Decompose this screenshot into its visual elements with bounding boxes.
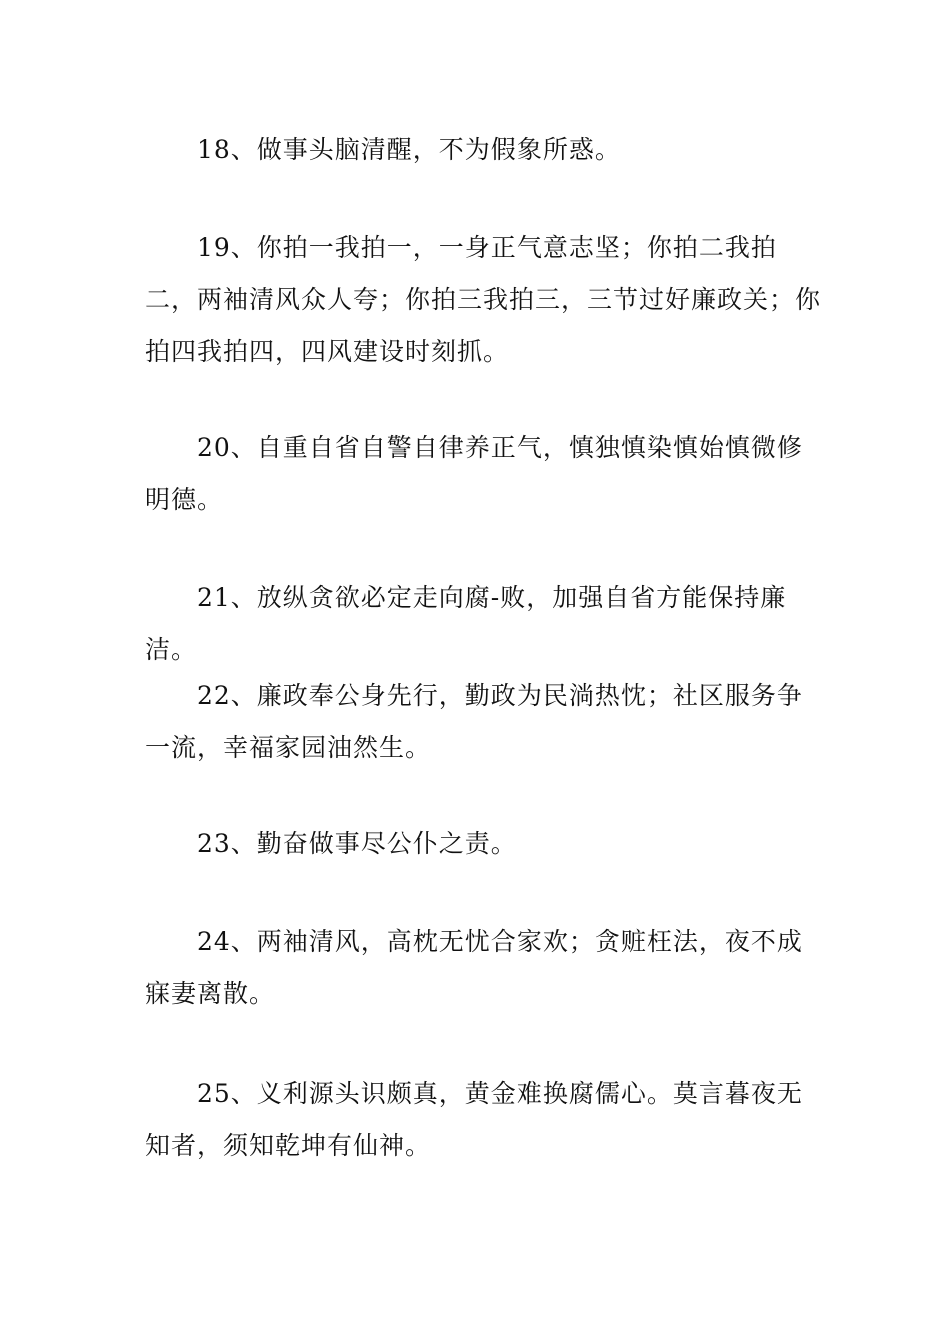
paragraph-19: 19、你拍一我拍一，一身正气意志坚；你拍二我拍二，两袖清风众人夸；你拍三我拍三，三节过好廉政关；你拍四我拍四，四风建设时刻抓。 — [145, 233, 822, 366]
paragraph-22: 22、廉政奉公身先行，勤政为民淌热忱；社区服务争一流，幸福家园油然生。 — [145, 681, 803, 762]
paragraph-23: 23、勤奋做事尽公仆之责。 — [197, 829, 517, 858]
paragraph-24: 24、两袖清风，高枕无忧合家欢；贪赃枉法，夜不成寐妻离散。 — [145, 927, 803, 1008]
paragraph-18: 18、做事头脑清醒，不为假象所惑。 — [197, 135, 621, 164]
paragraph-21: 21、放纵贪欲必定走向腐-败，加强自省方能保持廉洁。 — [145, 583, 787, 664]
paragraph-25: 25、义利源头识颇真，黄金难换腐儒心。莫言暮夜无知者，须知乾坤有仙神。 — [145, 1079, 803, 1160]
paragraph-20: 20、自重自省自警自律养正气，慎独慎染慎始慎微修明德。 — [145, 433, 803, 514]
